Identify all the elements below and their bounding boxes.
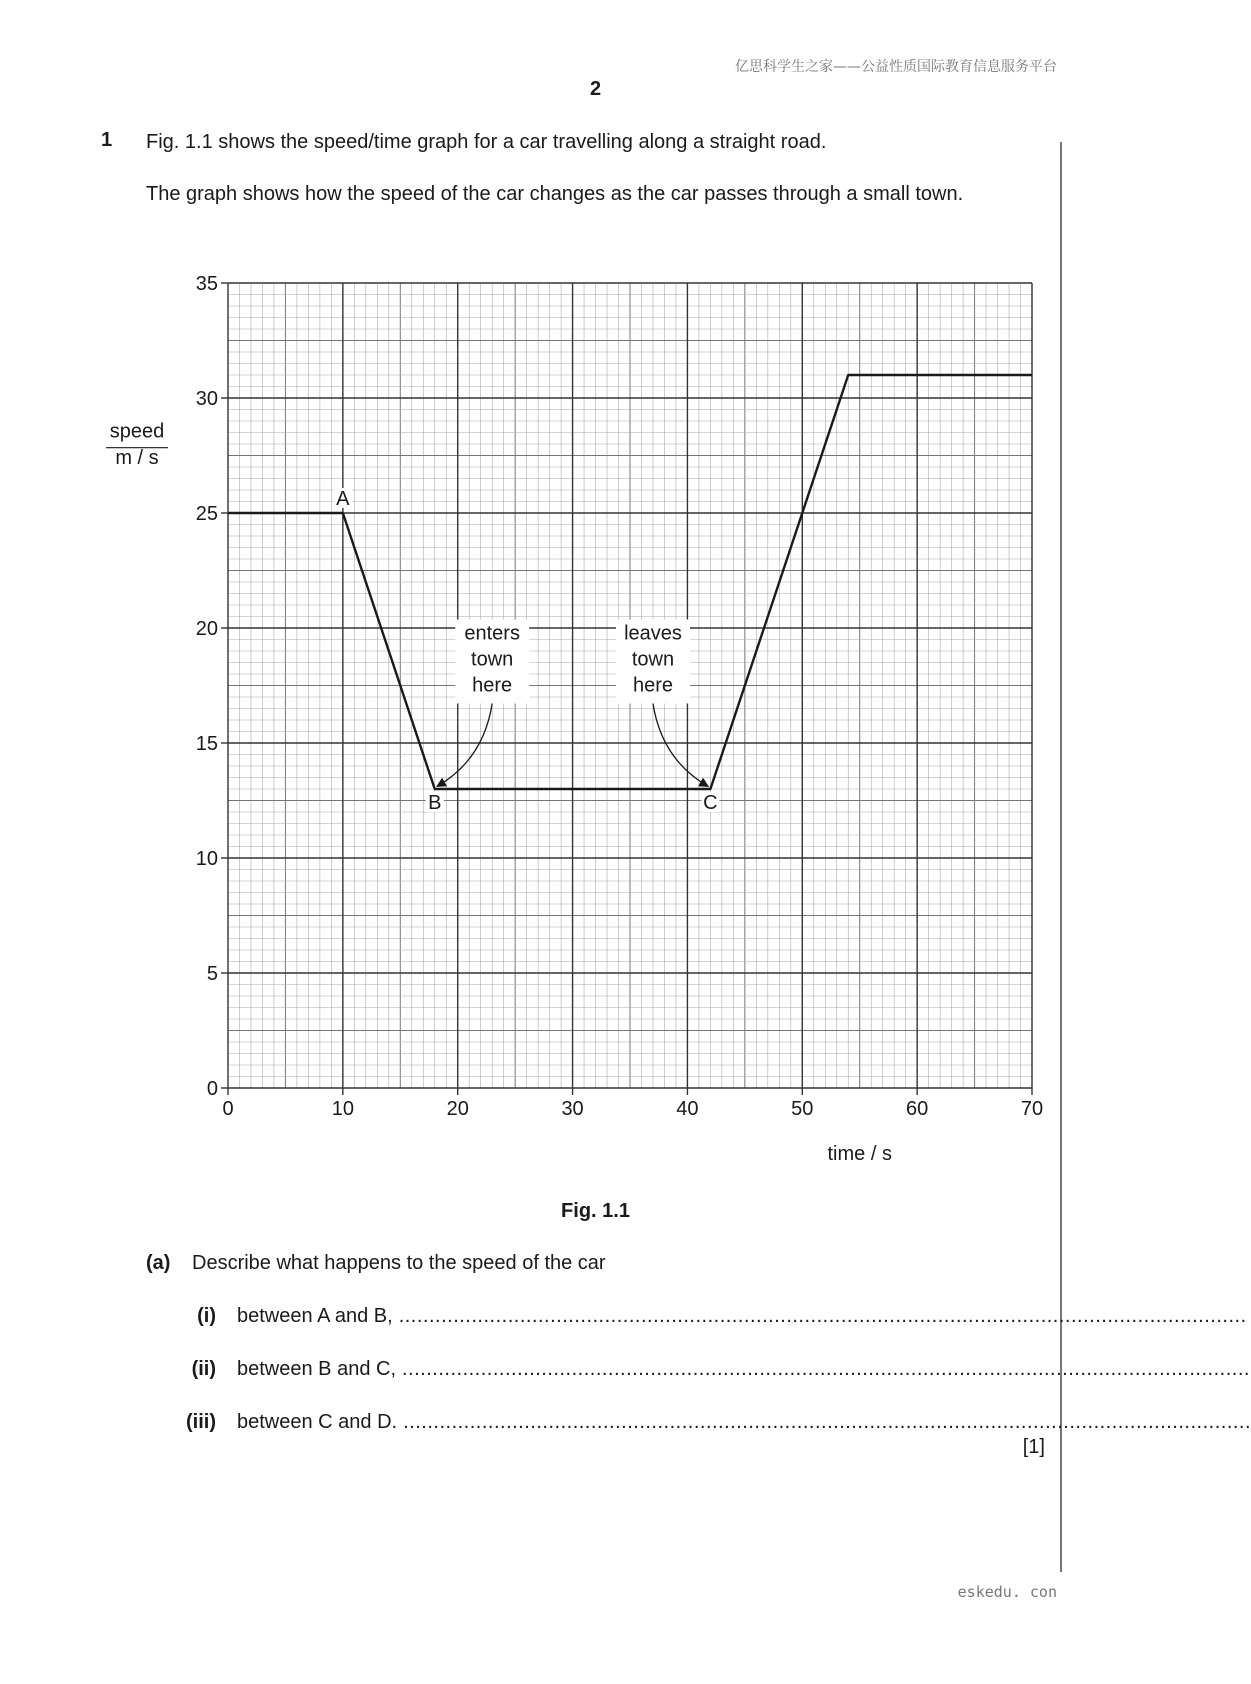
subpart-ii-text: between B and C,: [237, 1358, 396, 1380]
answer-field-iii[interactable]: ............................................................................................................................................: [403, 1411, 1251, 1433]
header-watermark: 亿思科学生之家——公益性质国际教育信息服务平台: [735, 59, 1057, 75]
annotation-text: here: [632, 674, 673, 697]
y-tick-label: 25: [195, 503, 218, 525]
x-axis-label: time / s: [827, 1143, 892, 1165]
point-label-A: A: [336, 488, 350, 510]
x-tick-label: 70: [1020, 1098, 1044, 1120]
subpart-i-label: (i): [197, 1305, 216, 1327]
point-label-B: B: [428, 792, 442, 814]
question-number: 1: [101, 129, 113, 151]
part-a-text: Describe what happens to the speed of the car: [192, 1252, 606, 1274]
y-tick-label: 15: [195, 733, 218, 755]
y-axis-label-numerator: speed: [109, 420, 165, 443]
marks-allocation: [1]: [1022, 1436, 1045, 1458]
annotation-arrow: [653, 704, 707, 787]
y-axis-label-denominator: m / s: [115, 447, 159, 470]
x-tick-label: 30: [561, 1098, 584, 1120]
annotation-text: leaves: [624, 622, 682, 645]
subpart-i-line: [237, 1305, 1247, 1328]
page-number: 2: [589, 78, 602, 100]
annotation-text: enters: [464, 622, 520, 645]
point-label-C: C: [703, 792, 718, 814]
y-tick-label: 10: [195, 848, 218, 870]
subpart-ii-line: [237, 1358, 1250, 1381]
question-description: The graph shows how the speed of the car changes as the car passes through a small town.: [146, 183, 964, 205]
annotation-text: here: [472, 674, 513, 697]
subpart-iii-line: [237, 1411, 1251, 1434]
subpart-iii-label: (iii): [186, 1411, 216, 1433]
y-tick-label: 5: [206, 963, 218, 985]
x-tick-label: 10: [331, 1098, 354, 1120]
answer-field-ii[interactable]: ............................................................................................................................................: [402, 1358, 1250, 1380]
x-tick-label: 60: [906, 1098, 929, 1120]
x-tick-label: 20: [446, 1098, 469, 1120]
x-tick-label: 50: [791, 1098, 814, 1120]
subpart-ii-label: (ii): [191, 1358, 216, 1380]
y-tick-label: 0: [206, 1078, 218, 1100]
figure-caption: Fig. 1.1: [561, 1200, 630, 1222]
subpart-iii-text: between C and D.: [237, 1411, 398, 1433]
subpart-i-text: between A and B,: [237, 1305, 393, 1327]
part-a-label: (a): [146, 1252, 171, 1274]
footer-site: eskedu. con: [957, 1583, 1057, 1601]
y-tick-label: 35: [195, 273, 218, 295]
y-tick-label: 30: [195, 388, 218, 410]
annotation-arrow: [438, 704, 492, 787]
annotation-text: town: [631, 648, 675, 671]
answer-field-i[interactable]: ............................................................................................................................................: [398, 1305, 1247, 1327]
question-intro: Fig. 1.1 shows the speed/time graph for a car travelling along a straight road.: [146, 131, 827, 153]
annotation-text: town: [471, 648, 514, 671]
x-tick-label: 0: [222, 1098, 234, 1120]
x-tick-label: 40: [676, 1098, 699, 1120]
y-tick-label: 20: [195, 618, 218, 640]
